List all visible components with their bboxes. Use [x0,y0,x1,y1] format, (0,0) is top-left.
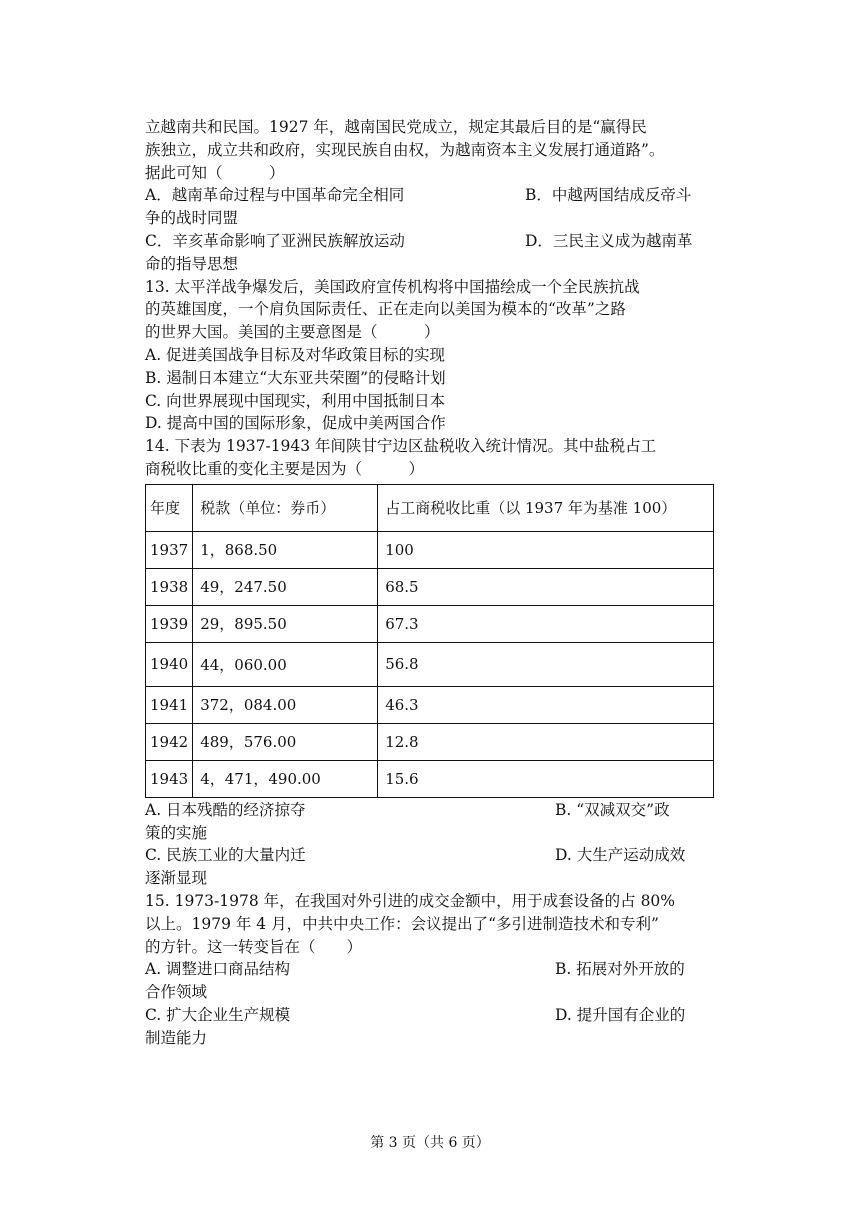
table-row [146,760,714,797]
q14-option-a[interactable]: A. 日本残酷的经济掠夺 [145,800,306,819]
table-cell-amount: 372，084.00 [193,686,378,723]
table-cell-share: 12.8 [378,723,714,760]
table-cell-year: 1938 [146,568,193,605]
q15-option-b-wrap: 合作领域 [145,983,208,1002]
table-cell-amount: 4，471，490.00 [193,760,378,797]
q12-option-b[interactable]: B．中越两国结成反帝斗 [525,186,692,205]
table-cell-year: 1941 [146,686,193,723]
q15-option-row-1 [145,958,715,981]
q15-option-d[interactable]: D. 提升国有企业的 [555,1005,686,1024]
q12-option-b-wrap: 争的战时同盟 [145,209,239,228]
table-row [146,531,714,568]
q15-stem-line-3: 的方针。这一转变旨在（ ） [145,937,363,956]
table-cell-share: 46.3 [378,686,714,723]
table-header-share: 占工商税收比重（以 1937 年为基准 100） [378,484,714,531]
table-row [146,723,714,760]
q14-option-row-2 [145,844,715,867]
q12-option-d[interactable]: D．三民主义成为越南革 [525,231,693,250]
q14-stem-line-2: 商税收比重的变化主要是因为（ ） [145,459,425,478]
table-cell-share: 100 [378,531,714,568]
q13-stem-line-1: 13. 太平洋战争爆发后，美国政府宣传机构将中国描绘成一个全民族抗战 [145,277,640,296]
table-cell-share: 68.5 [378,568,714,605]
q13-option-c[interactable]: C. 向世界展现中国现实，利用中国抵制日本 [145,391,446,410]
q12-option-d-wrap: 命的指导思想 [145,254,239,273]
table-cell-year: 1937 [146,531,193,568]
table-cell-share: 56.8 [378,642,714,686]
table-cell-share: 67.3 [378,605,714,642]
q15-option-b[interactable]: B. 拓展对外开放的 [555,960,685,979]
q12-option-row-1 [145,184,715,207]
q14-option-b-wrap: 策的实施 [145,823,208,842]
q14-stem-line-1: 14. 下表为 1937-1943 年间陕甘宁边区盐税收入统计情况。其中盐税占工 [145,437,657,456]
q13-option-b[interactable]: B. 遏制日本建立“大东亚共荣圈”的侵略计划 [145,368,446,387]
q13-option-a[interactable]: A. 促进美国战争目标及对华政策目标的实现 [145,345,446,364]
page-content [145,116,715,1050]
q12-option-c[interactable]: C．辛亥革命影响了亚洲民族解放运动 [145,231,405,250]
salt-tax-table [145,484,714,798]
q12-option-row-2 [145,230,715,253]
q12-option-a[interactable]: A．越南革命过程与中国革命完全相同 [145,186,405,205]
q14-option-d[interactable]: D. 大生产运动成效 [555,846,686,865]
table-cell-year: 1942 [146,723,193,760]
q14-option-b[interactable]: B. “双减双交”政 [555,800,670,819]
q15-option-c[interactable]: C. 扩大企业生产规模 [145,1005,291,1024]
table-header-year: 年度 [146,484,193,531]
q14-option-row-1 [145,799,715,822]
table-cell-amount: 1，868.50 [193,531,378,568]
q15-option-d-wrap: 制造能力 [145,1028,208,1047]
table-cell-amount: 29，895.50 [193,605,378,642]
table-cell-share: 15.6 [378,760,714,797]
q12-stem-line-3: 据此可知（ ） [145,163,285,182]
q12-stem-line-2: 族独立，成立共和政府，实现民族自由权，为越南资本主义发展打通道路”。 [145,140,665,159]
table-row [146,568,714,605]
table-row [146,686,714,723]
q14-option-d-wrap: 逐渐显现 [145,869,208,888]
q13-option-d[interactable]: D. 提高中国的国际形象，促成中美两国合作 [145,414,446,433]
q13-stem-line-3: 的世界大国。美国的主要意图是（ ） [145,323,440,342]
q15-option-a[interactable]: A. 调整进口商品结构 [145,960,291,979]
table-cell-amount: 489，576.00 [193,723,378,760]
table-cell-year: 1939 [146,605,193,642]
q15-stem-line-1: 15. 1973-1978 年，在我国对外引进的成交金额中，用于成套设备的占 80% [145,891,676,910]
table-cell-year: 1943 [146,760,193,797]
table-row [146,605,714,642]
q15-stem-line-2: 以上。1979 年 4 月，中共中央工作：会议提出了“多引进制造技术和专利” [145,914,659,933]
table-cell-amount: 49，247.50 [193,568,378,605]
q14-option-c[interactable]: C. 民族工业的大量内迁 [145,846,306,865]
q13-stem-line-2: 的英雄国度，一个肩负国际责任、正在走向以美国为模本的“改革”之路 [145,300,626,319]
page-footer: 第 3 页（共 6 页） [370,1135,490,1151]
table-cell-year: 1940 [146,642,193,686]
table-header-amount: 税款（单位：券币） [193,484,378,531]
q12-stem-line-1: 立越南共和民国。1927 年，越南国民党成立，规定其最后目的是“赢得民 [145,118,647,136]
table-cell-amount: 44，060.00 [193,642,378,686]
q15-option-row-2 [145,1004,715,1027]
table-row [146,642,714,686]
table-header-row [146,484,714,531]
